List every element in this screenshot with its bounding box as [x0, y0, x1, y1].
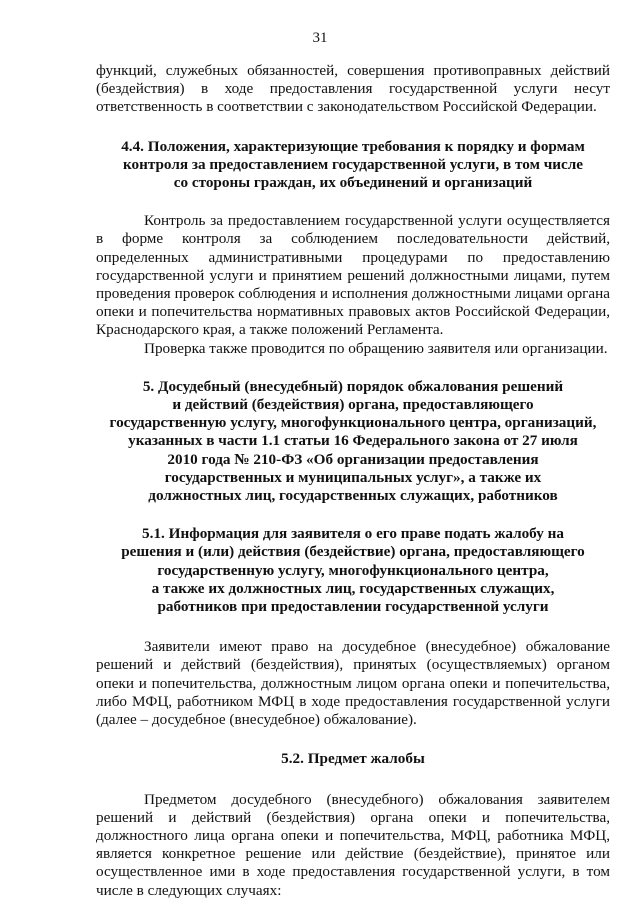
section-5-1-paragraph: Заявители имеют право на досудебное (внесудебное) обжалование решений и действий (бездействия), принятых (осуществляемых) органом опеки и попечительства, должностным лицом органа опеки и попечительства, либо МФЦ, работником МФЦ в ходе предоставления государственной услуги (далее – досудебное (внесудебное) обжалование).	[96, 638, 610, 729]
section-5-1-heading	[96, 525, 610, 616]
heading-line: государственную услугу, многофункционального центра, организаций,	[109, 414, 597, 432]
heading-line: а также их должностных лиц, государственных служащих,	[151, 579, 555, 597]
intro-paragraph: функций, служебных обязанностей, совершения противоправных действий (бездействия) в ходе предоставления государственной услуги несут ответственность в соответствии с законодательством Российской Федерации.	[96, 62, 610, 116]
heading-line: указанных в части 1.1 статьи 16 Федерального закона от 27 июля	[128, 432, 578, 450]
section-5-2-heading: 5.2. Предмет жалобы	[281, 750, 425, 768]
heading-line: государственную услугу, многофункционального центра,	[157, 561, 549, 579]
section-4-4-heading	[96, 138, 610, 193]
heading-line: решения и (или) действия (бездействие) органа, предоставляющего	[121, 543, 585, 561]
heading-line: контроля за предоставлением государственной услуги, в том числе	[122, 155, 584, 173]
page-number: 31	[312, 30, 328, 46]
section-4-4-paragraph-1: Контроль за предоставлением государственной услуги осуществляется в форме контроля за соблюдением последовательности действий, определенных административными процедурами по предоставлению государственной услуги и принятием решений должностными лицами, путем проведения проверок соблюдения и исполнения должностными лицами органа опеки и попечительства нормативных правовых актов Российской Федерации, Краснодарского края, а также положений Регламента.	[96, 212, 610, 339]
heading-line: 4.4. Положения, характеризующие требования к порядку и формам	[121, 137, 585, 155]
section-5-heading	[96, 378, 610, 505]
heading-line: государственных и муниципальных услуг», а также их	[164, 468, 542, 486]
heading-line: 2010 года № 210-ФЗ «Об организации предоставления	[167, 450, 539, 468]
heading-line: 5.1. Информация для заявителя о его праве подать жалобу на	[142, 525, 564, 543]
heading-line: работников при предоставлении государственной услуги	[157, 598, 549, 616]
heading-line: 5. Досудебный (внесудебный) порядок обжалования решений	[142, 377, 564, 395]
section-5-2-paragraph: Предметом досудебного (внесудебного) обжалования заявителем решений и действий (бездействия) органа опеки и попечительства, должностного лица органа опеки и попечительства, МФЦ, работника МФЦ, является конкретное решение или действие (бездействие), принятое или осуществленное ими в ходе предоставления государственной услуги, в том числе в следующих случаях:	[96, 790, 610, 899]
document-body	[96, 62, 610, 900]
heading-line: и действий (бездействия) органа, предоставляющего	[172, 396, 534, 414]
heading-line: со стороны граждан, их объединений и организаций	[173, 174, 533, 192]
section-4-4-paragraph-2: Проверка также проводится по обращению заявителя или организации.	[144, 339, 608, 357]
heading-line: должностных лиц, государственных служащих, работников	[148, 487, 558, 505]
